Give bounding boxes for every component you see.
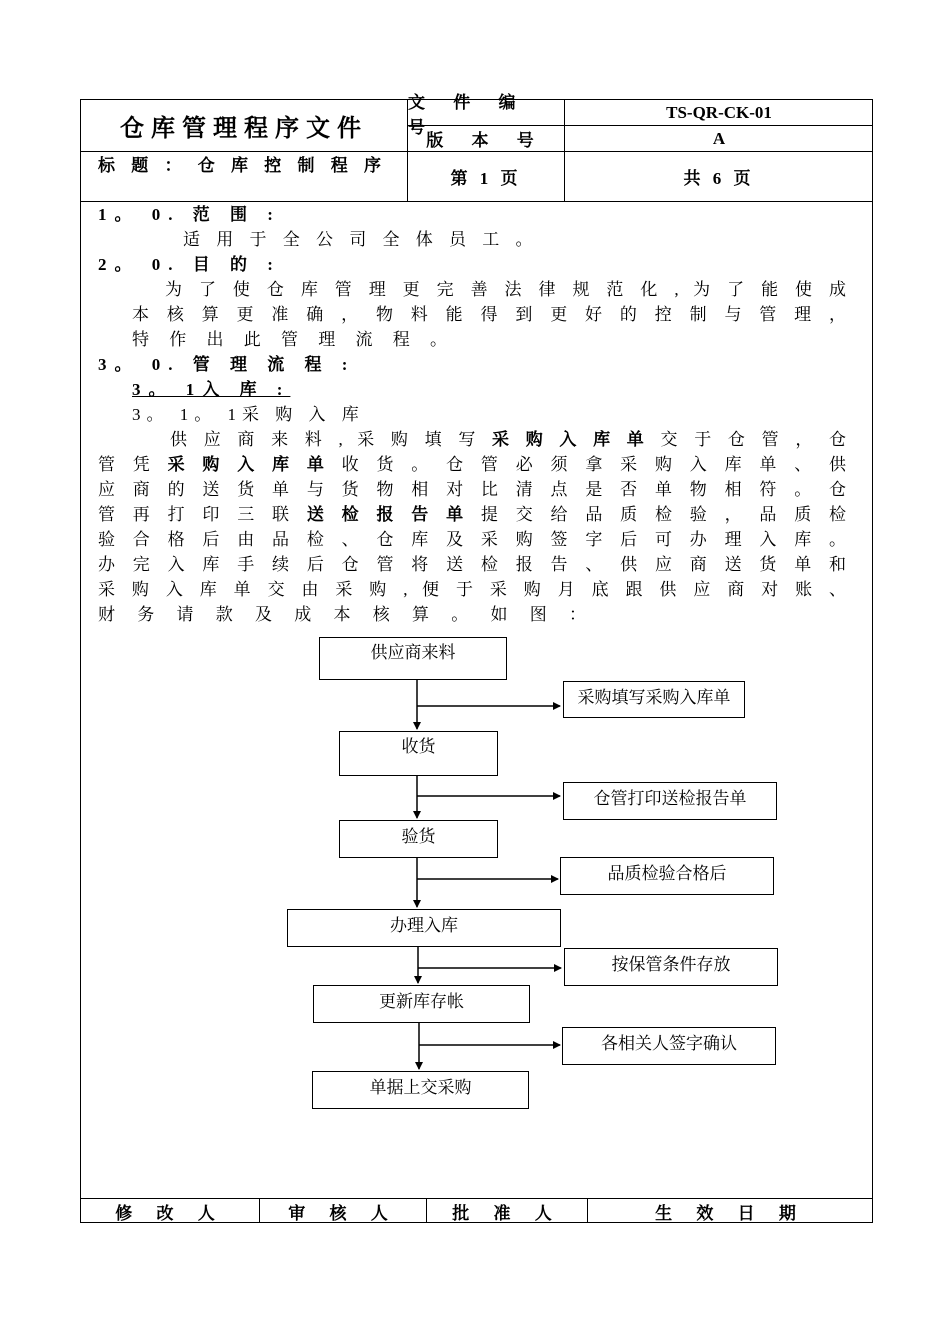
footer-approver: 批 准 人 [452,1203,562,1223]
subject-title: 标 题 ： 仓 库 控 制 程 序 [98,156,387,175]
section-1-body: 适 用 于 全 公 司 全 体 员 工 。 [183,230,539,249]
total-pages: 共 6 页 [683,169,755,188]
paragraph-line: 应 商 的 送 货 单 与 货 物 相 对 比 清 点 是 否 单 物 相 符 。 仓 [98,480,850,499]
flow-step-inspect: 验货 [339,820,498,858]
paragraph-line: 财 务 请 款 及 成 本 核 算 。 如 图 ： [98,605,595,624]
flow-note-qc-pass: 品质检验合格后 [560,857,774,895]
paragraph-line: 验 合 格 后 由 品 检 、 仓 库 及 采 购 签 字 后 可 办 理 入 库 。 [98,530,850,549]
section-2-title: 2。 0. 目 的 : [98,255,281,274]
paragraph-line: 供 应 商 来 料 , 采 购 填 写 采 购 入 库 单 交 于 仓 管 ， 仓 [170,430,851,449]
paragraph-line: 办 完 入 库 手 续 后 仓 管 将 送 检 报 告 、 供 应 商 送 货 单 和 [98,555,850,574]
paragraph-line: 管 再 打 印 三 联 送 检 报 告 单 提 交 给 品 质 检 验 ， 品 质 检 [98,505,851,524]
section-2-line: 本 核 算 更 准 确 ， 物 料 能 得 到 更 好 的 控 制 与 管 理 ， [132,305,850,324]
page-number: 第 1 页 [450,169,522,188]
section-2-line: 特 作 出 此 管 理 流 程 。 [132,330,455,349]
bold-term: 采 购 入 库 单 [167,455,331,474]
section-1-title: 1。 0. 范 围 : [98,205,281,224]
flow-step-supplier: 供应商来料 [319,637,507,680]
file-number-label: 文 件 编 号 [408,92,528,137]
section-3-1-title: 3。 1入 库 : [132,380,291,399]
flow-step-update-ledger: 更新库存帐 [313,985,530,1023]
flow-note-sign: 各相关人签字确认 [562,1027,776,1065]
version-label: 版 本 号 [426,131,546,150]
paragraph-line: 采 购 入 库 单 交 由 采 购 , 便 于 采 购 月 底 跟 供 应 商 对 账 、 [98,580,850,599]
bold-term: 送 检 报 告 单 [306,505,470,524]
paragraph-line: 管 凭 采 购 入 库 单 收 货 。 仓 管 必 须 拿 采 购 入 库 单 、 供 [98,455,851,474]
footer-effective-date: 生 效 日 期 [655,1203,806,1223]
flow-step-receive: 收货 [339,731,498,776]
file-number-value: TS-QR-CK-01 [666,102,772,122]
flow-step-warehousing: 办理入库 [287,909,561,947]
bold-term: 采 购 入 库 单 [492,430,651,449]
flow-note-print-report: 仓管打印送检报告单 [563,782,777,820]
flow-note-fill-form: 采购填写采购入库单 [563,681,745,718]
footer-reviewer: 审 核 人 [288,1203,398,1223]
footer-modifier: 修 改 人 [115,1203,225,1223]
flow-step-submit: 单据上交采购 [312,1071,529,1109]
flow-note-store: 按保管条件存放 [564,948,778,986]
section-3-title: 3。 0. 管 理 流 程 : [98,355,356,374]
version-value: A [712,128,726,148]
section-3-1-1-title: 3。 1。 1采 购 入 库 [132,405,365,424]
section-2-line: 为 了 使 仓 库 管 理 更 完 善 法 律 规 范 化 , 为 了 能 使 成 [165,280,850,299]
document-title: 仓库管理程序文件 [120,115,368,142]
